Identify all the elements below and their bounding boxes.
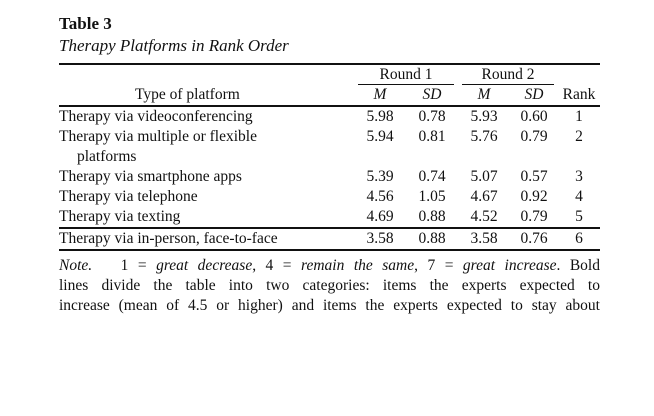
platform-type-text: Therapy via multiple or flexible <box>59 128 257 145</box>
round1-mean: 4.69 <box>366 208 394 225</box>
round2-mean: 3.58 <box>470 230 498 247</box>
platform-type-text: Therapy via smartphone apps <box>59 168 242 185</box>
round2-label: Round 2 <box>481 66 535 83</box>
note-line-1 <box>59 256 600 276</box>
note-text-2: , 4 = <box>252 257 302 274</box>
platform-type-text: Therapy via videoconferencing <box>59 108 253 125</box>
round1-sd: 0.88 <box>418 230 446 247</box>
note-text-1: 1 = <box>120 257 157 274</box>
round2-underline <box>462 84 554 85</box>
rank: 1 <box>575 108 583 125</box>
table-row <box>59 187 600 207</box>
round1-sd: 0.81 <box>418 128 446 145</box>
table-row <box>59 127 600 167</box>
round2-mean: 5.76 <box>470 128 498 145</box>
note-term-2: remain the same <box>301 257 415 274</box>
round2-sd: 0.79 <box>520 208 548 225</box>
round-header-row <box>59 65 600 85</box>
platform-type-continuation: platforms <box>77 148 137 165</box>
note-line-3: increase (mean of 4.5 or higher) and items the experts expected to stay about <box>59 297 600 314</box>
table-title: Therapy Platforms in Rank Order <box>59 36 289 55</box>
note-line-2: lines divide the table into two categories: items the experts expected to <box>59 277 600 294</box>
platform-type-text: Therapy via telephone <box>59 188 198 205</box>
platform-type <box>59 229 354 249</box>
note-text-4: . Bold <box>556 257 600 274</box>
rank-header: Rank <box>562 86 596 103</box>
round2-mean: 4.52 <box>470 208 498 225</box>
empty-header-cell <box>558 65 600 85</box>
rank: 6 <box>575 230 583 247</box>
m1-header: M <box>373 86 387 103</box>
round1-mean: 3.58 <box>366 230 394 247</box>
round2-mean: 4.67 <box>470 188 498 205</box>
round2-sd: 0.76 <box>520 230 548 247</box>
round1-underline <box>358 84 454 85</box>
note-text-3: , 7 = <box>414 257 463 274</box>
table-row <box>59 107 600 127</box>
platform-type <box>59 107 354 127</box>
platform-type <box>59 207 354 228</box>
round2-sd: 0.60 <box>520 108 548 125</box>
table-note <box>59 249 600 316</box>
platform-type <box>59 187 354 207</box>
rank: 3 <box>575 168 583 185</box>
platform-type-text: Therapy via in-person, face-to-face <box>59 230 278 247</box>
round1-mean: 4.56 <box>366 188 394 205</box>
round2-sd: 0.57 <box>520 168 548 185</box>
round1-label: Round 1 <box>379 66 433 83</box>
empty-header-cell <box>59 65 354 85</box>
round1-mean: 5.94 <box>366 128 394 145</box>
round1-sd: 0.78 <box>418 108 446 125</box>
note-term-3: great increase <box>462 257 557 274</box>
round2-sd: 0.79 <box>520 128 548 145</box>
round1-sd: 1.05 <box>418 188 446 205</box>
table-row <box>59 229 600 249</box>
m2-header: M <box>477 86 491 103</box>
note-label: Note. <box>59 257 93 274</box>
round2-mean: 5.07 <box>470 168 498 185</box>
table-container <box>59 13 600 316</box>
table-row <box>59 167 600 187</box>
round1-mean: 5.39 <box>366 168 394 185</box>
sd1-header: SD <box>422 86 442 103</box>
platform-type <box>59 167 354 187</box>
table-row <box>59 207 600 228</box>
rank: 2 <box>575 128 583 145</box>
round1-sd: 0.74 <box>418 168 446 185</box>
round1-mean: 5.98 <box>366 108 394 125</box>
platform-type <box>59 127 354 167</box>
sd2-header: SD <box>524 86 544 103</box>
round2-sd: 0.92 <box>520 188 548 205</box>
platform-type-text: Therapy via texting <box>59 208 181 225</box>
round2-header <box>458 65 558 85</box>
rank: 4 <box>575 188 583 205</box>
platform-table <box>59 65 600 249</box>
column-header-row <box>59 85 600 106</box>
rank: 5 <box>575 208 583 225</box>
note-term-1: great decrease <box>156 257 253 274</box>
round1-header <box>354 65 458 85</box>
round2-mean: 5.93 <box>470 108 498 125</box>
table-number: Table 3 <box>59 14 112 33</box>
type-header: Type of platform <box>135 86 240 103</box>
round1-sd: 0.88 <box>418 208 446 225</box>
